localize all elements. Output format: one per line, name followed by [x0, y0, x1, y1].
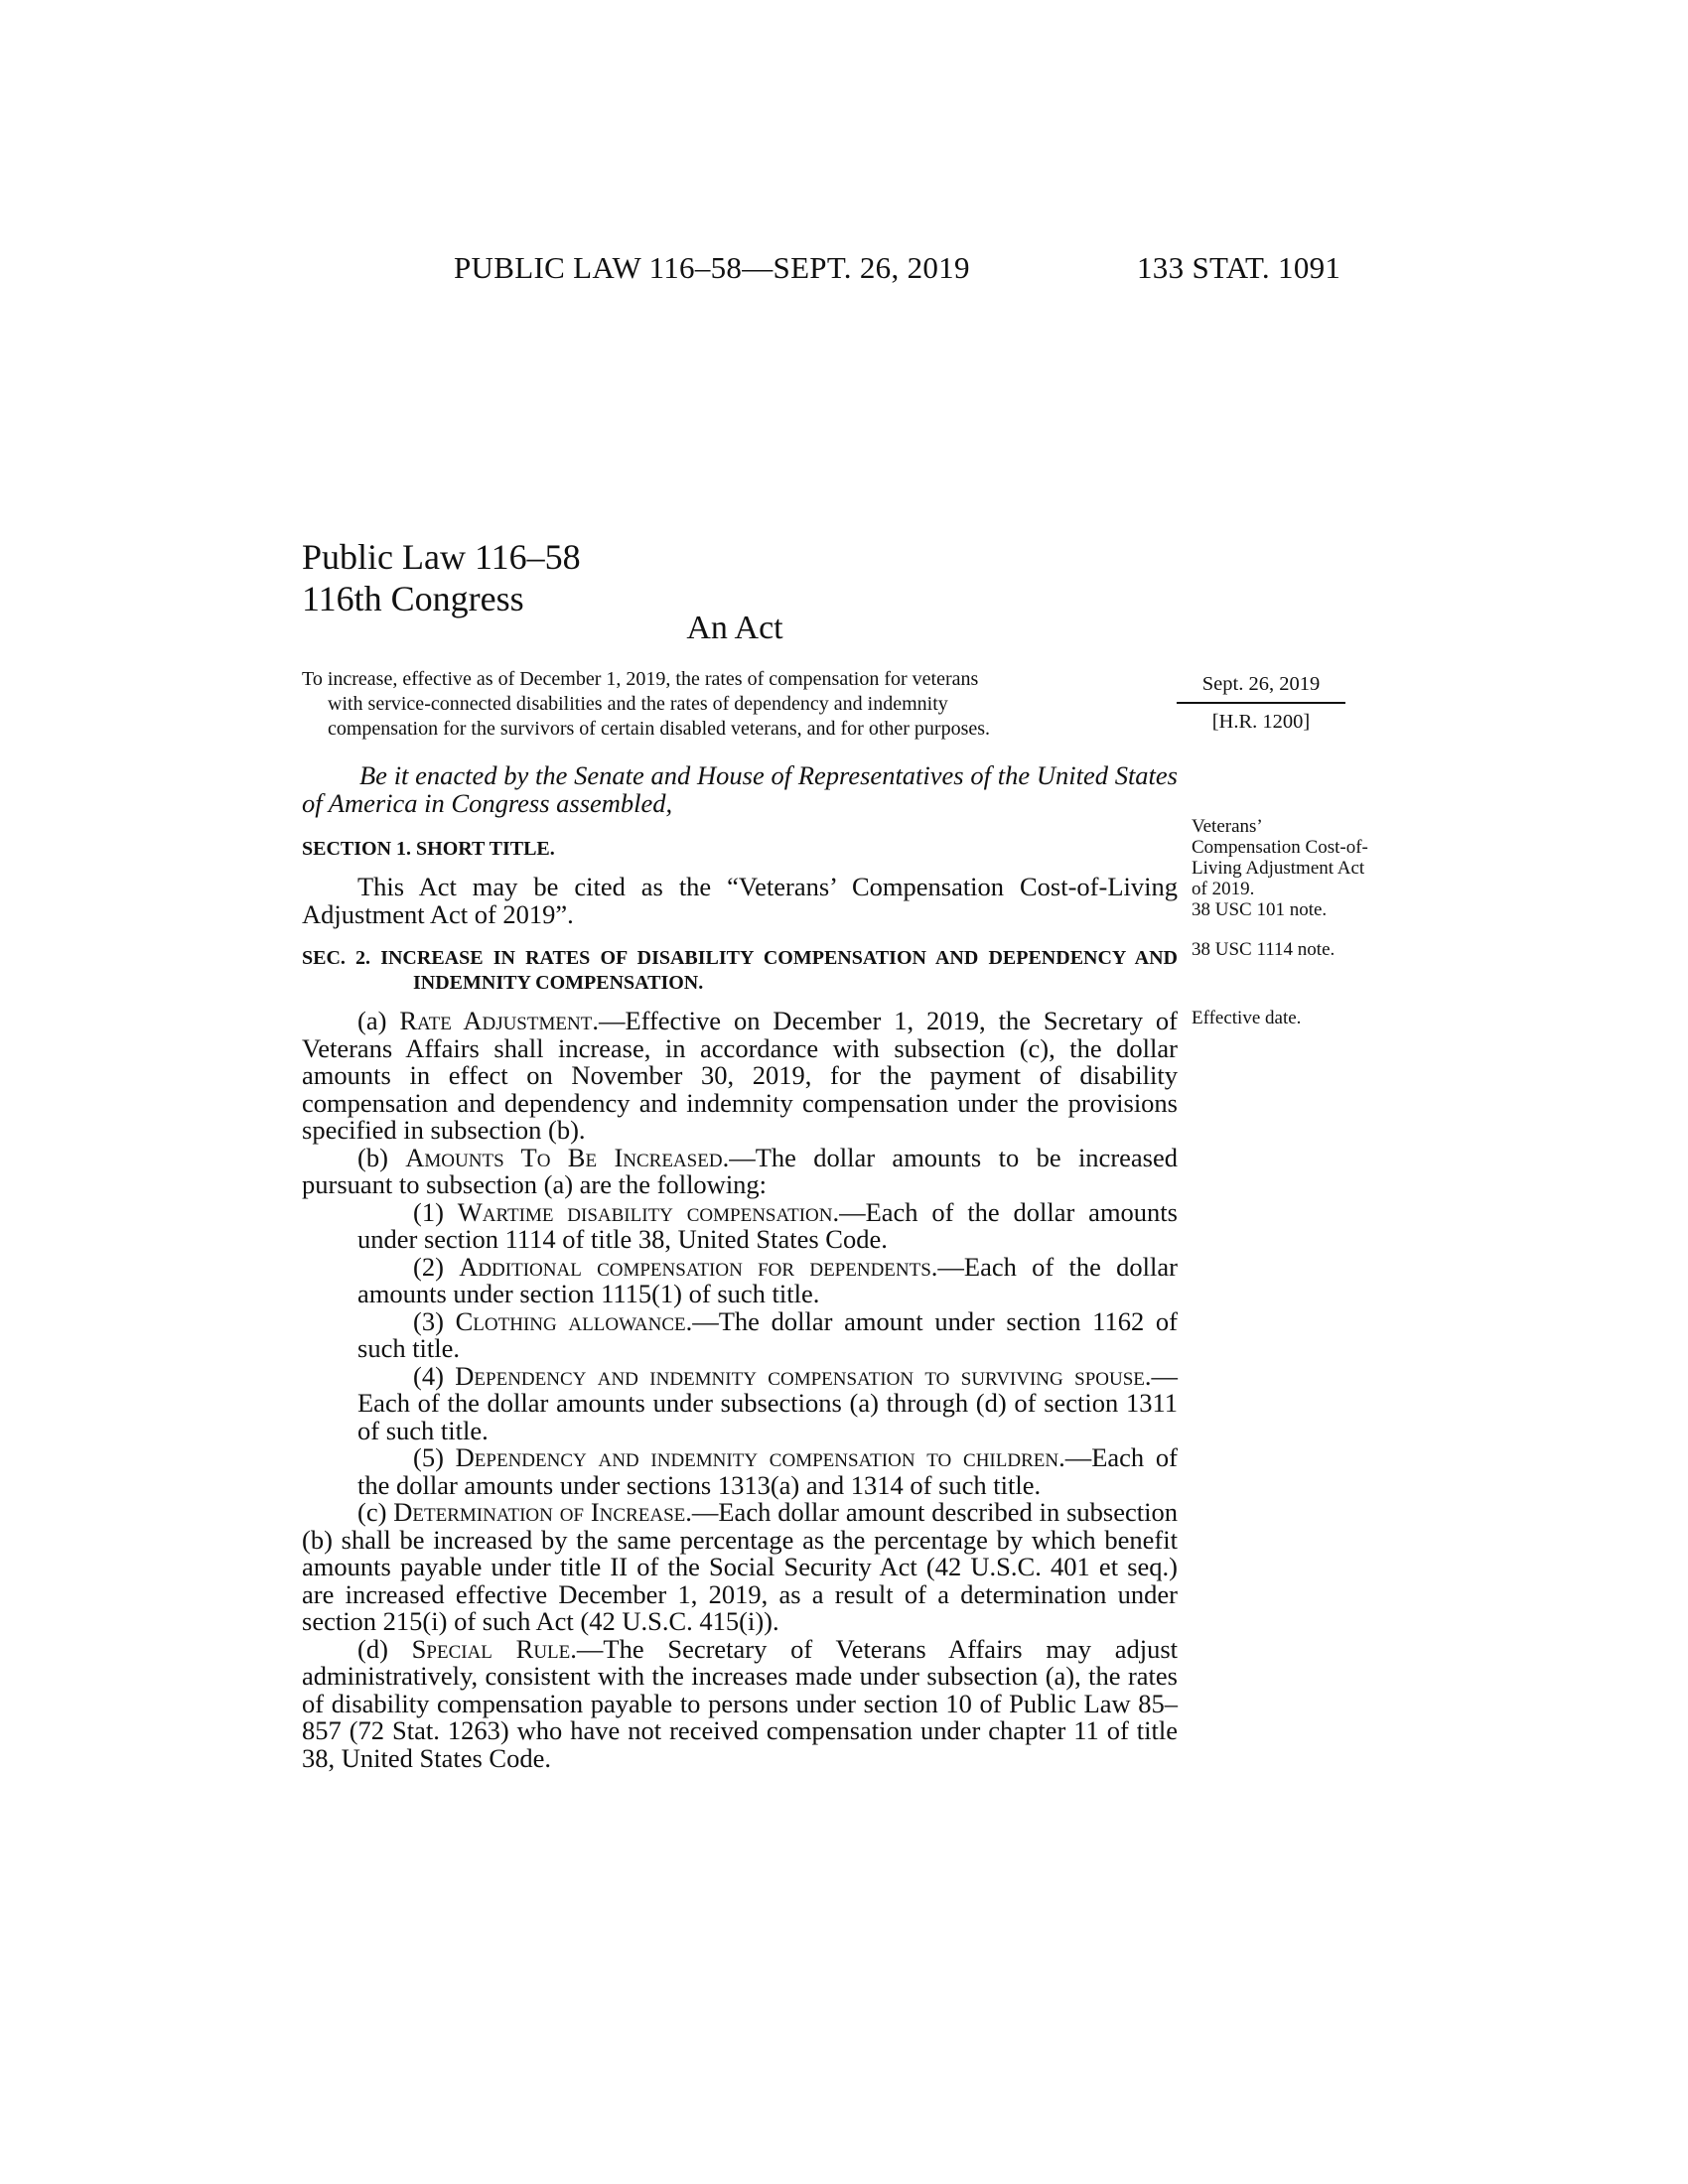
paragraph-b5-heading: Dependency and indemnity compensation to children: [455, 1442, 1059, 1472]
paragraph-b4-heading: Dependency and indemnity compensation to surviving spouse: [455, 1360, 1145, 1391]
paragraph-b1-heading: Wartime disability compensation: [457, 1196, 833, 1227]
paragraph-b4-label: (4): [413, 1360, 456, 1391]
subsection-c: [302, 1499, 1178, 1636]
paragraph-b3-label: (3): [413, 1305, 456, 1336]
paragraph-b2-text: .—Each of the dollar amounts under section 1115(1) of such title.: [357, 1251, 1178, 1308]
law-number: Public Law 116–58: [302, 537, 581, 577]
paragraph-b2-heading: Additional compensation for dependents: [459, 1251, 931, 1282]
effective-date-note: Effective date.: [1192, 1008, 1302, 1028]
margin-note-sec2: [1192, 939, 1350, 960]
short-title-usc: 38 USC 101 note.: [1192, 899, 1328, 920]
paragraph-b4-text: .—Each of the dollar amounts under subsections (a) through (d) of section 1311 of such title.: [357, 1360, 1178, 1445]
subsection-a-text: .—Effective on December 1, 2019, the Secretary of Veterans Affairs shall increase, in accordance with subsection (c), the dollar amounts in effect on November 30, 2019, for the payment of disability compensation and dependency and indemnity compensation under the provisions specified in subsection (b).: [302, 1006, 1178, 1145]
congress: 116th Congress: [302, 579, 524, 618]
subsection-a-heading: Rate Adjustment: [399, 1006, 593, 1035]
section-1-text: This Act may be cited as the “Veterans’ Compensation Cost-of-Living Adjustment Act of 2019”.: [302, 872, 1178, 929]
law-title-block: [302, 536, 581, 619]
paragraph-b5: [302, 1444, 1178, 1499]
subsection-c-label: (c): [357, 1497, 394, 1527]
subsection-b-text: .—The dollar amounts to be increased pursuant to subsection (a) are the following:: [302, 1142, 1178, 1199]
purpose-line-3: compensation for the survivors of certain disabled veterans, and for other purposes.: [328, 718, 991, 740]
subsection-a-label: (a): [357, 1006, 400, 1035]
running-head: [0, 250, 1688, 290]
paragraph-b2: [302, 1251, 1178, 1308]
purpose-line-2: with service-connected disabilities and the rates of dependency and indemnity: [328, 693, 948, 715]
act-heading: [0, 610, 1470, 647]
paragraph-b5-label: (5): [413, 1442, 456, 1472]
section-1-heading: SECTION 1. SHORT TITLE.: [302, 838, 555, 860]
subsection-c-heading: Determination of Increase: [393, 1497, 686, 1527]
sec2-usc-note: 38 USC 1114 note.: [1192, 939, 1336, 960]
subsection-d-heading: Special Rule: [411, 1633, 571, 1664]
subsection-b-label: (b): [357, 1142, 406, 1172]
approval-date-box: [1177, 673, 1345, 734]
subsection-d-label: (d): [357, 1633, 412, 1664]
running-head-law: PUBLIC LAW 116–58—SEPT. 26, 2019: [454, 250, 970, 285]
margin-note-short-title: [1192, 816, 1370, 920]
paragraph-b1-text: .—Each of the dollar amounts under section 1114 of title 38, United States Code.: [357, 1196, 1178, 1254]
paragraph-b2-label: (2): [413, 1251, 460, 1282]
bill-number: [H.R. 1200]: [1211, 711, 1311, 733]
main-text: [302, 762, 1178, 1772]
margin-note-effective: [1192, 1008, 1350, 1028]
subsection-c-text: .—Each dollar amount described in subsection (b) shall be increased by the same percentage as the percentage by which benefit amounts payable under title II of the Social Security Act (42 U.S.C. 401 et seq.) are increased effective December 1, 2019, as a result of a determination under section 215(i) of such Act (42 U.S.C. 415(i)).: [302, 1497, 1178, 1636]
act-heading-text: An Act: [686, 610, 783, 646]
running-head-stat: 133 STAT. 1091: [1137, 250, 1341, 285]
paragraph-b3: [302, 1305, 1178, 1363]
purpose-clause: [302, 667, 1180, 742]
paragraph-b1-label: (1): [413, 1196, 458, 1227]
short-title-note: Veterans’ Compensation Cost-of-Living Adjustment Act of 2019.: [1192, 816, 1368, 899]
paragraph-b3-heading: Clothing allowance: [455, 1305, 686, 1336]
subsection-a: [302, 1008, 1178, 1145]
subsection-d-text: .—The Secretary of Veterans Affairs may adjust administratively, consistent with the increases made under subsection (a), the rates of disability compensation payable to persons under section 10 of Public Law 85–857 (72 Stat. 1263) who have not received compensation under chapter 11 of title 38, United States Code.: [302, 1633, 1178, 1773]
paragraph-b5-text: .—Each of the dollar amounts under sections 1313(a) and 1314 of such title.: [357, 1442, 1178, 1500]
subsection-d: [302, 1633, 1178, 1773]
paragraph-b4: [302, 1360, 1178, 1445]
purpose-line-1: To increase, effective as of December 1, 2019, the rates of compensation for veterans: [302, 668, 979, 690]
approval-date: Sept. 26, 2019: [1177, 673, 1345, 704]
section-2-heading: SEC. 2. INCREASE IN RATES OF DISABILITY COMPENSATION AND DEPENDENCY AND INDEMNITY COMPENSATION.: [302, 947, 1178, 994]
enacting-clause: Be it enacted by the Senate and House of Representatives of the United States of America in Congress assembled,: [302, 760, 1178, 818]
paragraph-b3-text: .—The dollar amount under section 1162 of such title.: [357, 1305, 1178, 1363]
paragraph-b1: [302, 1196, 1178, 1254]
subsection-b: [302, 1142, 1178, 1199]
subsection-b-heading: Amounts To Be Increased: [405, 1142, 723, 1172]
